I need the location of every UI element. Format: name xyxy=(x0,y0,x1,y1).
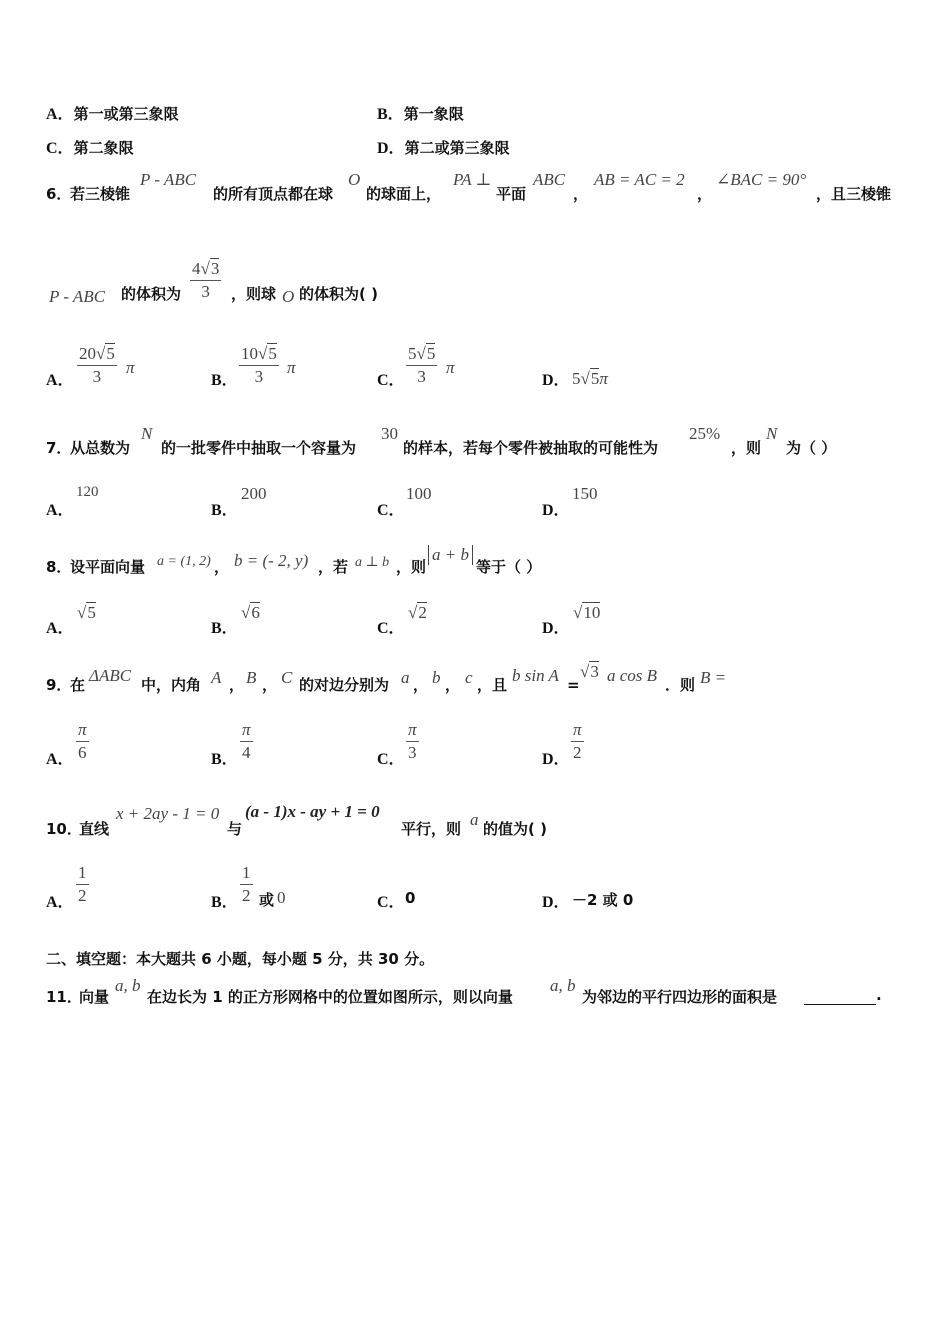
q9-angle-c: C xyxy=(281,668,293,687)
q10-option-c-label: C． xyxy=(377,894,405,911)
q9-angle-b: B xyxy=(246,668,257,687)
q8-text-2: ，若 xyxy=(318,558,349,576)
q9-option-a-label: A． xyxy=(46,751,74,768)
q6-option-b-pi: π xyxy=(287,358,296,377)
q10-option-d-label: D． xyxy=(542,894,570,911)
q7-option-c: 100 xyxy=(406,484,432,503)
q6-option-c-pi: π xyxy=(446,358,455,377)
q9-b-equals: B = xyxy=(700,668,727,687)
q8-abs-sum: a + b xyxy=(428,545,473,565)
q11-vectors-2: a, b xyxy=(550,976,576,995)
q9-comma-2: ， xyxy=(262,676,278,694)
q10-text-4: 的值为( ) xyxy=(483,820,547,838)
q6-text-6: 的体积为 xyxy=(121,285,182,303)
q9-text-4: ，且 xyxy=(477,676,508,694)
q6-number: 6． xyxy=(46,185,72,203)
q10-option-b-label: B． xyxy=(211,894,238,911)
q7-text-4: ，则 xyxy=(731,439,762,457)
q6-text-4: 平面 xyxy=(496,185,527,203)
q8-text-1: 设平面向量 xyxy=(70,558,146,576)
q7-text-2: 的一批零件中抽取一个容量为 xyxy=(161,439,357,457)
q8-option-a-label: A． xyxy=(46,620,74,637)
q9-text-1: 在 xyxy=(70,676,86,694)
q10-line-2: (a - 1)x - ay + 1 = 0 xyxy=(245,802,380,821)
q6-option-c-label: C． xyxy=(377,372,405,389)
q7-option-b-label: B． xyxy=(211,502,238,519)
q7-option-b: 200 xyxy=(241,484,267,503)
q9-option-d-label: D． xyxy=(542,751,570,768)
q9-rhs: a cos B xyxy=(607,666,658,685)
q9-number: 9． xyxy=(46,676,72,694)
q9-option-b-fraction: $\frac{\pi}{4}$ xyxy=(242,720,251,762)
q7-option-d: 150 xyxy=(572,484,598,503)
q8-option-d: √10 xyxy=(573,603,601,622)
q7-n-2: N xyxy=(766,424,778,443)
q9-side-a: a xyxy=(401,668,410,687)
q10-option-b-fraction: $\frac{1}{2}$ xyxy=(242,863,251,905)
q6-pabc-2: P - ABC xyxy=(49,287,106,306)
q7-text-1: 从总数为 xyxy=(70,439,131,457)
q11-text-1: 向量 xyxy=(79,988,110,1006)
q7-number: 7． xyxy=(46,439,72,457)
q10-option-c: 0 xyxy=(405,889,416,907)
q8-option-a: √5 xyxy=(77,603,96,622)
q6-abc: ABC xyxy=(533,170,566,189)
q9-equals: = xyxy=(567,676,580,694)
q9-text-5: ．则 xyxy=(665,676,696,694)
q8-option-d-label: D． xyxy=(542,620,570,637)
q6-option-a-pi: π xyxy=(126,358,135,377)
q6-text-3: 的球面上， xyxy=(366,185,442,203)
q9-text-2: 中，内角 xyxy=(141,676,202,694)
q9-comma-1: ， xyxy=(229,676,245,694)
q8-text-3: ，则 xyxy=(396,558,427,576)
q10-text-3: 平行，则 xyxy=(401,820,462,838)
q9-lhs: b sin A xyxy=(512,666,559,685)
q7-option-a: 120 xyxy=(76,484,99,500)
q8-vector-b: b = (- 2, y) xyxy=(234,551,309,570)
q10-option-a-fraction: $\frac{1}{2}$ xyxy=(78,863,87,905)
q5-option-b: B．第一象限 xyxy=(377,105,464,123)
q8-comma-1: ， xyxy=(214,558,230,576)
q6-ab-ac: AB = AC = 2 xyxy=(594,170,685,189)
q8-vector-a: a = (1, 2) xyxy=(157,554,211,569)
q10-text-1: 直线 xyxy=(79,820,110,838)
q11-number: 11． xyxy=(46,988,82,1006)
q6-text-7: ，则球 xyxy=(231,285,277,303)
q11-text-2: 在边长为 1 的正方形网格中的位置如图所示，则以向量 xyxy=(147,988,513,1006)
q6-option-d-value: 5√5π xyxy=(572,369,608,388)
q10-option-a-label: A． xyxy=(46,894,74,911)
q6-text-1: 若三棱锥 xyxy=(70,185,131,203)
q9-side-b: b xyxy=(432,668,441,687)
q7-percent: 25% xyxy=(689,424,721,443)
q8-text-4: 等于（ ） xyxy=(476,558,542,576)
q6-comma-1: ， xyxy=(573,185,589,203)
q10-option-d: －2 或 0 xyxy=(572,891,634,909)
q7-option-c-label: C． xyxy=(377,502,405,519)
q10-a: a xyxy=(470,810,479,829)
q6-option-b-fraction: $\frac{10√5}{3}$ xyxy=(241,344,277,386)
q6-text-5: ，且三棱锥 xyxy=(816,185,892,203)
q9-option-d-fraction: $\frac{\pi}{2}$ xyxy=(573,720,582,762)
q6-comma-2: ， xyxy=(697,185,713,203)
q9-comma-4: ， xyxy=(445,676,461,694)
q7-n: N xyxy=(141,424,153,443)
q6-text-2: 的所有顶点都在球 xyxy=(213,185,334,203)
q9-option-b-label: B． xyxy=(211,751,238,768)
q7-option-d-label: D． xyxy=(542,502,570,519)
q6-pabc: P - ABC xyxy=(140,170,197,189)
q7-sample-size: 30 xyxy=(381,424,398,443)
q8-option-b: √6 xyxy=(241,603,260,622)
q6-volume-fraction: $\frac{4√3}{3}$ xyxy=(192,259,220,301)
q8-option-c: √2 xyxy=(408,603,427,622)
q9-angle-a: A xyxy=(211,668,222,687)
q6-option-c-fraction: $\frac{5√5}{3}$ xyxy=(408,344,436,386)
q10-number: 10． xyxy=(46,820,82,838)
q8-number: 8． xyxy=(46,558,72,576)
q11-answer-blank xyxy=(802,986,878,1005)
q7-text-5: 为（ ） xyxy=(786,439,837,457)
q8-option-c-label: C． xyxy=(377,620,405,637)
q9-text-3: 的对边分别为 xyxy=(299,676,390,694)
q6-text-8: 的体积为( ) xyxy=(299,285,378,303)
q11-vectors: a, b xyxy=(115,976,141,995)
q5-option-d: D．第二或第三象限 xyxy=(377,139,510,157)
q6-option-a-label: A． xyxy=(46,372,74,389)
q10-option-b-zero: 0 xyxy=(277,888,286,907)
q8-option-b-label: B． xyxy=(211,620,238,637)
q6-option-b-label: B． xyxy=(211,372,238,389)
q9-option-c-fraction: $\frac{\pi}{3}$ xyxy=(408,720,417,762)
q9-comma-3: ， xyxy=(413,676,429,694)
q9-option-a-fraction: $\frac{\pi}{6}$ xyxy=(78,720,87,762)
q7-text-3: 的样本，若每个零件被抽取的可能性为 xyxy=(403,439,659,457)
q11-text-3: 为邻边的平行四边形的面积是 xyxy=(582,988,778,1006)
q11-end: . xyxy=(876,986,882,1004)
q6-option-d-label: D． xyxy=(542,372,570,389)
q7-option-a-label: A． xyxy=(46,502,74,519)
q9-triangle: ΔABC xyxy=(89,666,132,685)
q10-text-2: 与 xyxy=(227,820,243,838)
q6-pa-perp: PA ⊥ xyxy=(453,170,492,189)
q10-option-b-or: 或 xyxy=(259,891,275,909)
q6-sphere-o: O xyxy=(348,170,361,189)
q9-side-c: c xyxy=(465,668,473,687)
q5-option-c: C．第二象限 xyxy=(46,139,134,157)
section-heading: 二、填空题：本大题共 6 小题，每小题 5 分，共 30 分。 xyxy=(46,950,435,968)
q10-line-1: x + 2ay - 1 = 0 xyxy=(116,804,220,823)
q6-option-a-fraction: $\frac{20√5}{3}$ xyxy=(79,344,115,386)
q5-option-a: A．第一或第三象限 xyxy=(46,105,179,123)
q6-sphere-o-2: O xyxy=(282,287,295,306)
q9-sqrt3: √3 xyxy=(580,662,599,681)
q6-angle: ∠BAC = 90° xyxy=(716,170,807,189)
q9-option-c-label: C． xyxy=(377,751,405,768)
q8-perp: a ⊥ b xyxy=(355,555,390,570)
